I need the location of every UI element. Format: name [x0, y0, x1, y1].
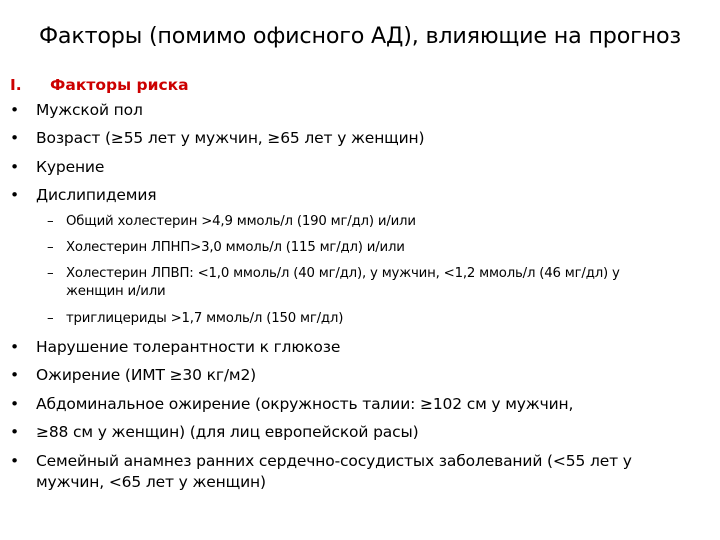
dash-marker: – [47, 214, 54, 229]
subitem-total-cholesterol: Общий холестерин >4,9 ммоль/л (190 мг/дл) и/или [66, 214, 416, 229]
section-heading: Факторы риска [50, 76, 189, 94]
item-glucose-tolerance: Нарушение толерантности к глюкозе [36, 338, 341, 356]
item-age: Возраст (≥55 лет у мужчин, ≥65 лет у женщин) [36, 129, 425, 147]
item-smoking: Курение [36, 158, 105, 176]
item-family-history-continued: мужчин, <65 лет у женщин) [36, 473, 266, 491]
item-male-sex: Мужской пол [36, 101, 143, 119]
subitem-hdl: Холестерин ЛПВП: <1,0 ммоль/л (40 мг/дл), у мужчин, <1,2 ммоль/л (46 мг/дл) у [66, 266, 620, 281]
bullet-marker: • [10, 423, 20, 441]
bullet-marker: • [10, 186, 20, 204]
subitem-hdl-continued: женщин и/или [66, 284, 166, 299]
item-waist-women: ≥88 см у женщин) (для лиц европейской расы) [36, 423, 419, 441]
slide-title: Факторы (помимо офисного АД), влияющие на прогноз [38, 23, 682, 49]
bullet-marker: • [10, 129, 20, 147]
subitem-ldl: Холестерин ЛПНП>3,0 ммоль/л (115 мг/дл) и/или [66, 240, 405, 255]
dash-marker: – [47, 266, 54, 281]
bullet-marker: • [10, 158, 20, 176]
bullet-marker: • [10, 338, 20, 356]
item-obesity: Ожирение (ИМТ ≥30 кг/м2) [36, 366, 257, 384]
item-family-history: Семейный анамнез ранних сердечно-сосудистых заболеваний (<55 лет у [36, 452, 632, 470]
bullet-marker: • [10, 452, 20, 470]
item-abdominal-obesity: Абдоминальное ожирение (окружность талии: ≥102 см у мужчин, [36, 395, 574, 413]
item-dyslipidemia: Дислипидемия [36, 186, 157, 204]
dash-marker: – [47, 311, 54, 326]
section-numeral: I. [10, 76, 22, 94]
bullet-marker: • [10, 101, 20, 119]
dash-marker: – [47, 240, 54, 255]
bullet-marker: • [10, 395, 20, 413]
bullet-marker: • [10, 366, 20, 384]
subitem-triglycerides: триглицериды >1,7 ммоль/л (150 мг/дл) [66, 311, 344, 326]
